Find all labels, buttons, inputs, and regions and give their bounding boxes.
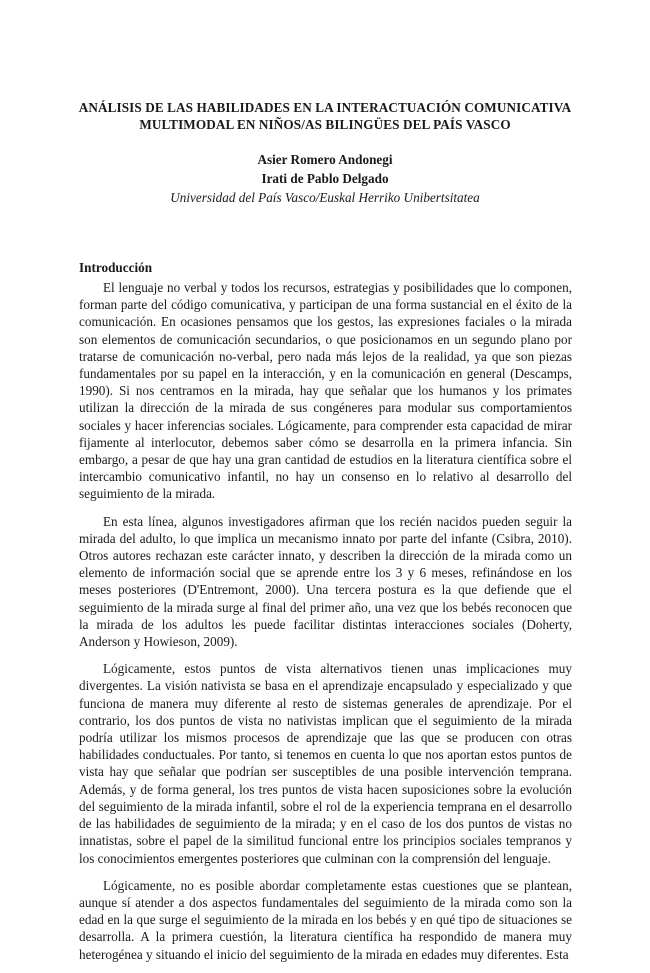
body-paragraph: Lógicamente, no es posible abordar completamente estas cuestiones que se plantean, aunque sí atender a dos aspectos fundamentales del seguimiento de la mirada como son la edad en la que surge el seguimiento de la mirada en los bebés y en qué tipo de situaciones se desarrolla. A la primera cuestión, la literatura científica ha respondido de manera muy heterogénea y situando el inicio del seguimiento de la mirada en edades muy diferentes. Esta	[79, 877, 572, 962]
section-body	[79, 279, 572, 973]
body-paragraph: Lógicamente, estos puntos de vista alternativos tienen unas implicaciones muy divergentes. La visión nativista se basa en el aprendizaje encapsulado y especializado y que funciona de manera muy diferente al resto de sistemas generales de aprendizaje. Por el contrario, los dos puntos de vista no nativistas implican que el seguimiento de la mirada podría utilizar los mismos procesos de aprendizaje que las que se producen con otras habilidades conductuales. Por tanto, si tenemos en cuenta lo que nos aportan estos puntos de vista hay que señalar que podrían ser susceptibles de una posible intervención temprana. Además, y de forma general, los tres puntos de vista hacen suposiciones sobre la evolución del seguimiento de la mirada infantil, sobre el rol de la experiencia temprana en el desarrollo de las habilidades de seguimiento de la mirada; y en el caso de los dos puntos de vistas no innatistas, sobre el papel de la similitud funcional entre los principios sociales tempranos y los conocimientos emergentes posteriores que culminan con la comprensión del lenguaje.	[79, 661, 572, 866]
author-affiliation: Universidad del País Vasco/Euskal Herriko Unibertsitatea	[170, 190, 480, 205]
author-name: Asier Romero Andonegi	[257, 152, 393, 167]
body-paragraph: El lenguaje no verbal y todos los recursos, estrategias y posibilidades que lo componen, forman parte del código comunicativa, y participan de una forma sustancial en el éxito de la comunicación. En ocasiones pensamos que los gestos, las expresiones faciales o la mirada son elementos de comunicación secundarios, o que posicionamos en un segundo plano por tratarse de comunicación no-verbal, pero nada más lejos de la realidad, ya que son piezas fundamentales por su papel en la interacción, y en la comunicación en general (Descamps, 1990). Si nos centramos en la mirada, hay que señalar que los humanos y los primates utilizan la dirección de la mirada de sus congéneres para modular sus comportamientos sociales y hacer inferencias sociales. Lógicamente, para comprender esta capacidad de mirar fijamente al interlocutor, debemos saber cómo se desarrolla en la primera infancia. Sin embargo, a pesar de que hay una gran cantidad de estudios en la literatura científica sobre el intercambio comunicativo infantil, no hay un consenso en lo relativo al desarrollo del seguimiento de la mirada.	[79, 280, 572, 502]
title-line-1: ANÁLISIS DE LAS HABILIDADES EN LA INTERACTUACIÓN COMUNICATIVA	[78, 100, 572, 115]
author-block	[60, 150, 590, 207]
body-paragraph: En esta línea, algunos investigadores afirman que los recién nacidos pueden seguir la mirada del adulto, lo que implica un mecanismo innato por parte del infante (Csibra, 2010). Otros autores rechazan este carácter innato, y describen la dirección de la mirada como un elemento de información social que se aprende entre los 3 y 6 meses, refinándose en los meses posteriores (D'Entremont, 2000). Una tercera postura es la que defiende que el seguimiento de la mirada surge al final del primer año, una vez que los bebés reconocen que la mirada de los adultos les puede facilitar distintas interacciones sociales (Doherty, Anderson y Howieson, 2009).	[79, 513, 572, 650]
title-line-2: MULTIMODAL EN NIÑOS/AS BILINGÜES DEL PAÍS VASCO	[139, 117, 511, 132]
paper-title	[60, 99, 590, 133]
author-name: Irati de Pablo Delgado	[261, 171, 389, 186]
section-heading: Introducción	[79, 260, 153, 275]
